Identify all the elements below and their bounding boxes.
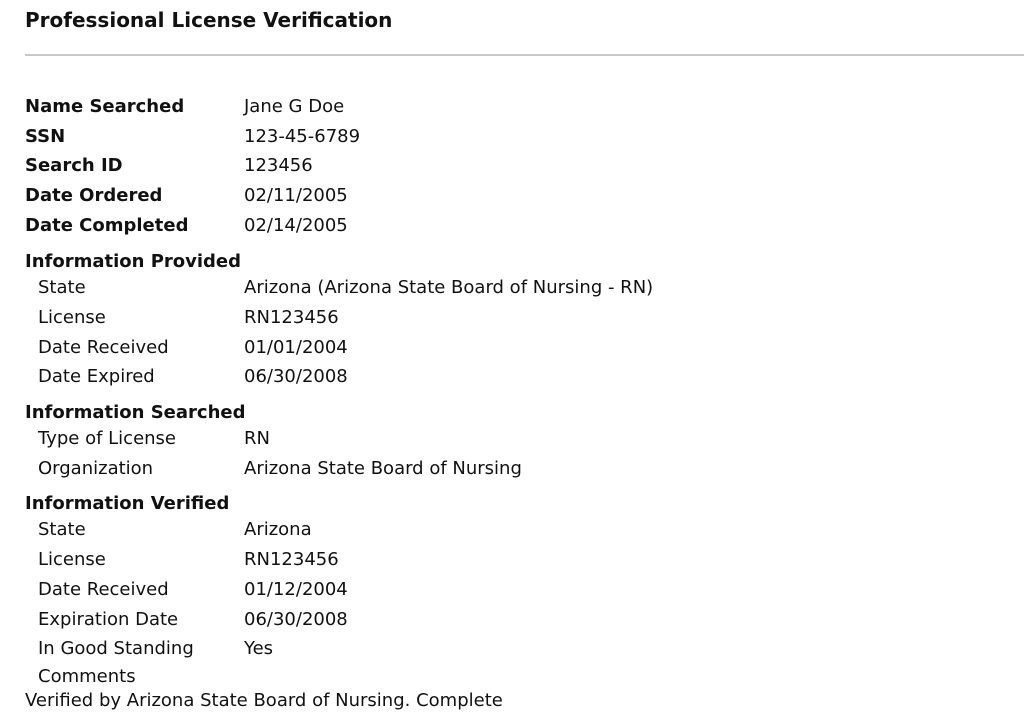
field-label: In Good Standing xyxy=(38,638,194,659)
field-label: Expiration Date xyxy=(38,609,179,630)
page-title: Professional License Verification xyxy=(25,8,393,32)
field-value: RN123456 xyxy=(244,549,339,570)
section-heading-verified: Information Verified xyxy=(25,493,230,514)
field-label: State xyxy=(38,277,86,298)
section-heading-provided: Information Provided xyxy=(25,251,242,272)
field-label: Date Received xyxy=(38,337,169,358)
comments-label: Comments xyxy=(38,666,136,687)
field-value: Arizona (Arizona State Board of Nursing - RN) xyxy=(244,277,654,298)
field-value: Arizona xyxy=(244,519,312,540)
summary-label: SSN xyxy=(25,126,66,147)
title-divider xyxy=(25,54,1024,56)
field-label: Date Received xyxy=(38,579,169,600)
verification-note: Verified by Arizona State Board of Nursing. Complete xyxy=(25,690,503,711)
summary-value: 02/14/2005 xyxy=(244,215,348,236)
field-label: State xyxy=(38,519,86,540)
summary-value: 123-45-6789 xyxy=(244,126,361,147)
summary-label: Name Searched xyxy=(25,96,185,117)
field-label: Organization xyxy=(38,458,154,479)
summary-label: Search ID xyxy=(25,155,123,176)
summary-value: 02/11/2005 xyxy=(244,185,348,206)
field-value: Yes xyxy=(244,638,274,659)
field-value: 01/12/2004 xyxy=(244,579,348,600)
field-label: Type of License xyxy=(38,428,176,449)
field-label: License xyxy=(38,307,106,328)
field-value: Arizona State Board of Nursing xyxy=(244,458,522,479)
field-value: RN123456 xyxy=(244,307,339,328)
field-label: Date Expired xyxy=(38,366,155,387)
summary-value: Jane G Doe xyxy=(244,96,345,117)
section-heading-searched: Information Searched xyxy=(25,402,246,423)
summary-label: Date Ordered xyxy=(25,185,163,206)
field-value: 06/30/2008 xyxy=(244,366,348,387)
field-label: License xyxy=(38,549,106,570)
summary-label: Date Completed xyxy=(25,215,189,236)
field-value: RN xyxy=(244,428,270,449)
field-value: 06/30/2008 xyxy=(244,609,348,630)
field-value: 01/01/2004 xyxy=(244,337,348,358)
summary-value: 123456 xyxy=(244,155,313,176)
